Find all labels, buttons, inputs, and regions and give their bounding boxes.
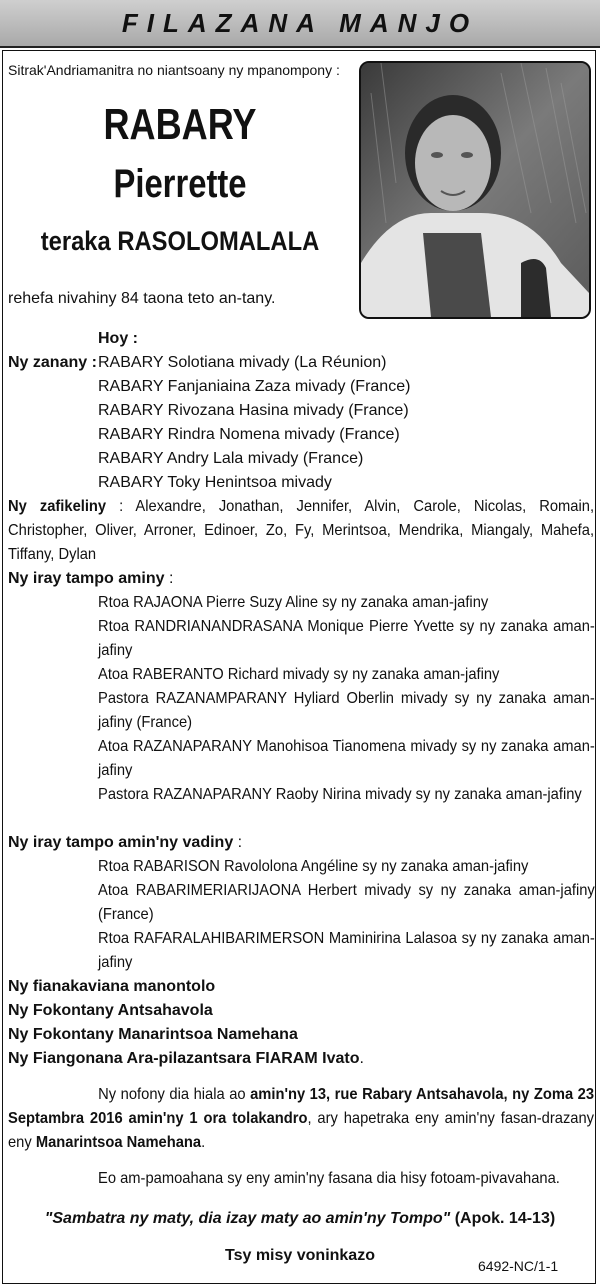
verse-reference: (Apok. 14-13): [450, 1210, 556, 1227]
age-line: rehefa nivahiny 84 taona teto an-tany.: [8, 290, 276, 307]
list-item: RABARY Toky Henintsoa mivady: [98, 474, 332, 491]
funeral-text-3: .: [201, 1134, 206, 1151]
zanany-label: Ny zanany :: [8, 354, 97, 371]
list-item: Ny fianakaviana manontolo: [8, 978, 216, 995]
list-item: Rtoa RAFARALAHIBARIMERSON Maminirina Lalasoa sy ny zanaka aman-jafiny: [98, 930, 595, 971]
list-item-last: [8, 1047, 364, 1071]
zafikeliny-names: : Alexandre, Jonathan, Jennifer, Alvin, Carole, Nicolas, Romain, Christopher, Oliver, Arroner, Edinoer, Zo, Fy, Merintsoa, Mendrika, Miangaly, Mahefa, Tiffany, Dylan: [8, 498, 595, 563]
list-item: Rtoa RANDRIANANDRASANA Monique Pierre Yvette sy ny zanaka aman-jafiny: [98, 618, 595, 659]
hoy-label: Hoy :: [98, 330, 138, 347]
deceased-maiden-name: teraka RASOLOMALALA: [40, 226, 320, 256]
notice-header-bar: [0, 0, 600, 48]
list-item: Ny Fokontany Antsahavola: [8, 1002, 213, 1019]
list-item: RABARY Solotiana mivady (La Réunion): [98, 354, 387, 371]
funeral-paragraph: [8, 1083, 594, 1155]
funeral-place: amin'ny 13, rue Rabary Antsahavola, ny Zoma 23 Septambra 2016 amin'ny 1 ora tolakandro: [8, 1086, 595, 1127]
list-item: RABARY Rivozana Hasina mivady (France): [98, 402, 409, 419]
list-item: Rtoa RAJAONA Pierre Suzy Aline sy ny zanaka aman-jafiny: [98, 594, 489, 611]
list-item: Atoa RABARIMERIARIJAONA Herbert mivady sy ny zanaka aman-jafiny (France): [98, 882, 595, 923]
no-flowers-note: Tsy misy voninkazo: [225, 1247, 375, 1264]
prayer-notice: Eo am-pamoahana sy eny amin'ny fasana dia hisy fotoam-pivavahana.: [98, 1170, 560, 1187]
portrait-photo: [359, 61, 591, 319]
portrait-photo-image: [361, 63, 589, 317]
iray-tampo-vadiny-heading: [8, 831, 242, 855]
iray-tampo-heading: [8, 567, 173, 591]
list-item: RABARY Fanjaniaina Zaza mivady (France): [98, 378, 411, 395]
iray-tampo-label: Ny iray tampo aminy: [8, 570, 165, 587]
list-item: Pastora RAZANAMPARANY Hyliard Oberlin mivady sy ny zanaka aman-jafiny (France): [98, 690, 595, 731]
list-item: Rtoa RABARISON Ravololona Angéline sy ny zanaka aman-jafiny: [98, 858, 529, 875]
list-item: Ny Fokontany Manarintsoa Namehana: [8, 1026, 298, 1043]
list-item: Atoa RABERANTO Richard mivady sy ny zanaka aman-jafiny: [98, 666, 500, 683]
funeral-text-2: , ary hapetraka eny amin'ny fasan-drazany eny: [8, 1110, 595, 1151]
list-item: RABARY Andry Lala mivady (France): [98, 450, 364, 467]
funeral-tomb: Manarintsoa Namehana: [35, 1134, 202, 1151]
zafikeliny-paragraph: [8, 495, 594, 567]
verse-quote: "Sambatra ny maty, dia izay maty ao amin'ny Tompo": [44, 1210, 451, 1227]
reference-code: 6492-NC/1-1: [478, 1258, 559, 1274]
funeral-text-1: Ny nofony dia hiala ao: [98, 1086, 251, 1103]
iray-tampo-colon: :: [164, 570, 174, 587]
list-item: RABARY Rindra Nomena mivady (France): [98, 426, 400, 443]
list-item: Atoa RAZANAPARANY Manohisoa Tianomena mivady sy ny zanaka aman-jafiny: [98, 738, 595, 779]
iray-tampo-vadiny-label: Ny iray tampo amin'ny vadiny: [8, 834, 234, 851]
bible-verse: [0, 1207, 600, 1231]
deceased-firstname: Pierrette: [113, 162, 247, 206]
list-item: Pastora RAZANAPARANY Raoby Nirina mivady sy ny zanaka aman-jafiny: [98, 786, 582, 803]
list-item-last-period: .: [359, 1050, 364, 1067]
zafikeliny-label: Ny zafikeliny: [8, 498, 107, 515]
intro-text: Sitrak'Andriamanitra no niantsoany ny mpanompony :: [8, 62, 340, 78]
notice-header-title: FILAZANA MANJO: [121, 7, 479, 38]
deceased-surname: RABARY: [103, 100, 257, 149]
list-item-last-text: Ny Fiangonana Ara-pilazantsara FIARAM Ivato: [8, 1050, 360, 1067]
iray-tampo-vadiny-colon: :: [233, 834, 243, 851]
